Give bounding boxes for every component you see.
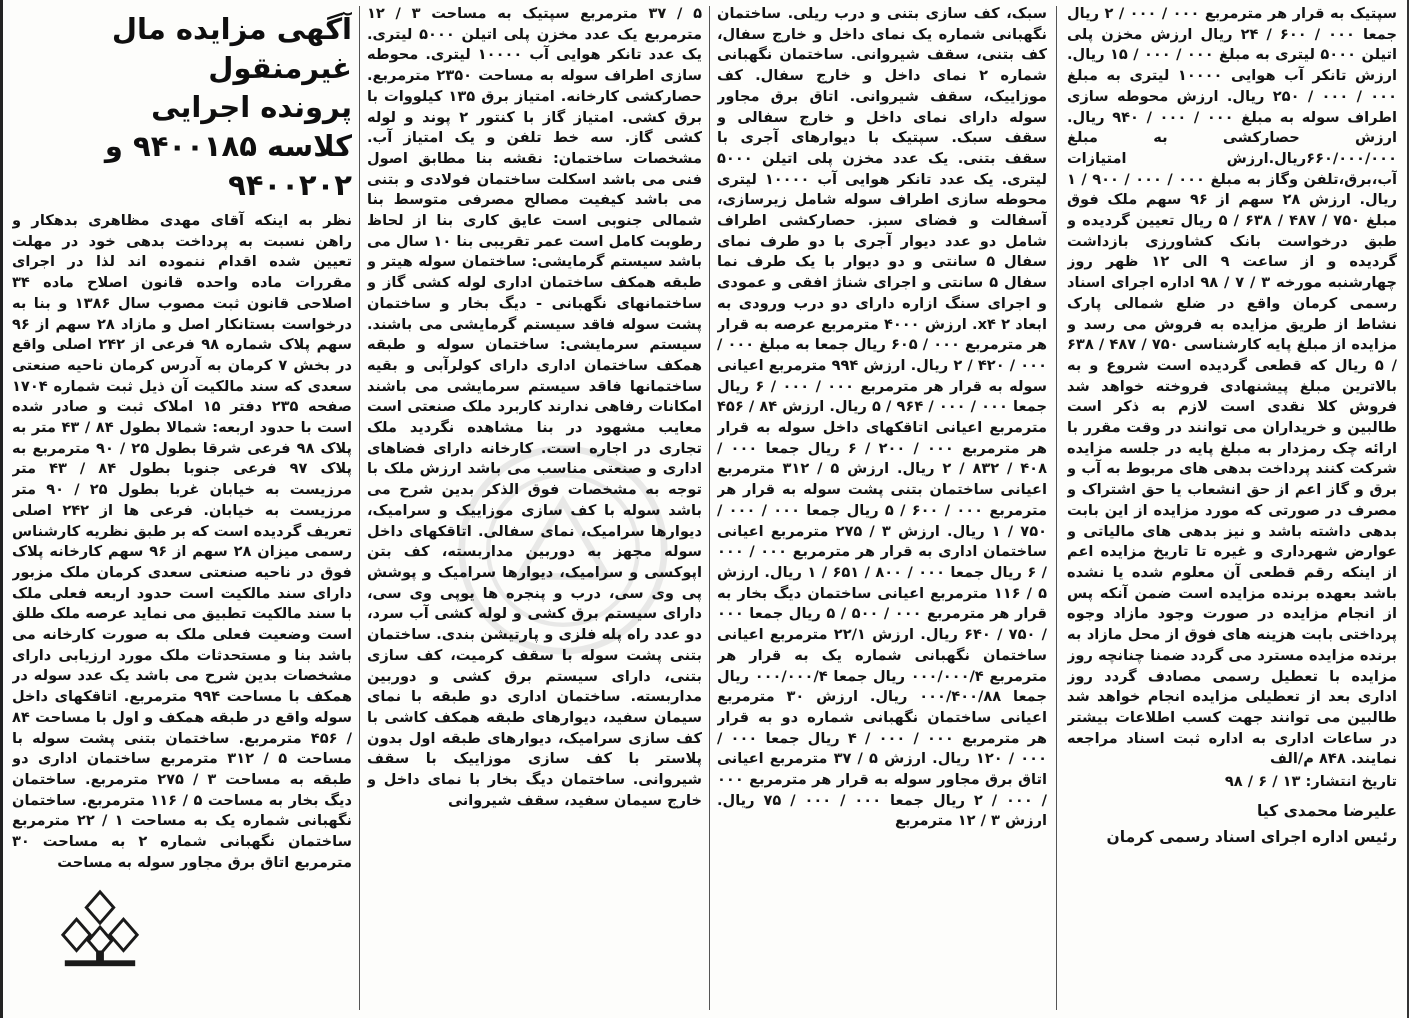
- signatory-name: علیرضا محمدی کیا: [1257, 801, 1397, 820]
- column-divider: [359, 6, 360, 1010]
- notice-heading: [12, 10, 352, 205]
- signature-block: [1067, 772, 1397, 848]
- column-divider: [1056, 6, 1057, 1010]
- signatory-title: رئیس اداره اجرای اسناد رسمی کرمان: [1106, 828, 1397, 847]
- notice-case-number: کلاسه ۹۴۰۰۱۸۵ و ۹۴۰۰۲۰۲: [104, 129, 352, 202]
- notice-title: آگهی مزایده مال غیرمنقول: [111, 12, 352, 85]
- column-1-heading-intro: [12, 4, 352, 1014]
- judiciary-emblem-icon: [41, 886, 159, 974]
- column-4-text: سپتیک به قرار هر مترمربع ۰۰۰ / ۰۰۰ / ۲ ریال جمعا ۰۰۰ / ۶۰۰ / ۲۴ ریال ارزش مخزن پلی اتیلن ۵۰۰۰ لیتری به مبلغ ۰۰۰ / ۰۰۰ / ۱۵ ریال. ارزش تانکر آب هوایی ۱۰۰۰۰ لیتری به مبلغ ۰۰۰ / ۰۰۰ / ۲۵۰ ریال. ارزش محوطه سازی اطراف سوله به مبلغ ۰۰۰ / ۰۰۰ / ۹۴۰ ریال. ارزش حصارکشی به مبلغ ۶۶۰/۰۰۰/۰۰۰ریال.ارزش امتیازات آب،برق،تلفن وگاز به مبلغ ۰۰۰ / ۰۰۰ / ۹۰۰ / ۱ ریال. ارزش ۲۸ سهم از ۹۶ سهم ملک فوق مبلغ ۷۵۰ / ۴۸۷ / ۶۳۸ / ۵ ریال تعیین گردیده و طبق درخواست بانک کشاورزی بازداشت گردیده و از ساعت ۹ الی ۱۲ ظهر روز چهارشنبه مورخه ۳ / ۷ / ۹۸ اداره اجرای اسناد رسمی کرمان واقع در ضلع شمالی پارک نشاط از طریق مزایده به فروش می رسد و مزایده از مبلغ پایه کارشناسی ۷۵۰ / ۴۸۷ / ۶۳۸ / ۵ ریال که قطعی گردیده است شروع و به بالاترین مبلغ پیشنهادی فروخته خواهد شد فروش کلا نقدی است لازم به ذکر است طالبین و خریداران می توانند در وقت مقرر با ارائه چک رمزدار به مبلغ پایه در جلسه مزایده شرکت کنند پرداخت بدهی های مربوط به آب و برق و گاز اعم از حق انشعاب یا حق اشتراک و مصرف در صورتی که مورد مزایده از این بابت بدهی داشته باشد و نیز بدهی های مالیاتی و عوارض شهرداری و غیره تا تاریخ مزایده اعم از اینکه رقم قطعی آن معلوم شده یا نشده باشد بعهده برنده مزایده است ضمن آنکه پس از انجام مزایده در صورت وجود مازاد وجوه پرداختی بابت هزینه های فوق از محل مازاد به برنده مزایده مسترد می گردد ضمنا چنانچه روز مزایده با تعطیل رسمی مصادف گردد روز اداری بعد از تعطیلی مزایده انجام خواهد شد طالبین می توانند جهت کسب اطلاعات بیشتر در ساعات اداری به اداره ثبت اسناد مراجعه نمایند. ۸۴۸ م/الف: [1067, 5, 1397, 768]
- column-1-text: نظر به اینکه آقای مهدی مظاهری بدهکار و راهن نسبت به پرداخت بدهی خود در مهلت تعیین شده اقدام ننموده اند لذا در اجرای مقررات ماده واحده قانون اصلاح ماده ۳۴ اصلاحی قانون ثبت مصوب سال ۱۳۸۶ و بنا به درخواست بستانکار اصل و مازاد ۲۸ سهم از ۹۶ سهم پلاک شماره ۹۸ فرعی از ۲۴۲ اصلی واقع در بخش ۷ کرمان به آدرس کرمان ناحیه صنعتی سعدی که سند مالکیت آن ذیل ثبت شماره ۱۷۰۴ صفحه ۲۳۵ دفتر ۱۵ املاک ثبت و صادر شده است با حدود اربعه: شمالا بطول ۸۴ / ۴۳ متر به پلاک ۹۸ فرعی شرقا بطول ۲۵ / ۹۰ مترمربع به پلاک ۹۷ فرعی جنوبا بطول ۸۴ / ۴۳ متر مرزیست به خیابان غربا بطول ۲۵ / ۹۰ متر مرزیست به خیابان. فرعی ها از ۲۴۲ اصلی تعریف گردیده است که بر طبق نظریه کارشناس رسمی میزان ۲۸ سهم از ۹۶ سهم کارخانه پلاک فوق در ناحیه صنعتی سعدی کرمان ملک مزبور دارای سند مالکیت است حدود اربعه فعلی ملک با سند مالکیت تطبیق می نماید عرصه ملک طلق است وضعیت فعلی ملک به صورت کارخانه می باشد بنا و مستحدثات ملک مورد ارزیابی دارای مشخصات بدین شرح می باشد یک عدد سوله در همکف با مساحت ۹۹۴ مترمربع. اتاقکهای داخل سوله واقع در طبقه همکف و اول با مساحت ۸۴ / ۴۵۶ مترمربع. ساختمان بتنی پشت سوله با مساحت ۵ / ۳۱۲ مترمربع ساختمان اداری دو طبقه به مساحت ۳ / ۲۷۵ مترمربع. ساختمان دیگ بخار به مساحت ۵ / ۱۱۶ مترمربع. ساختمان نگهبانی شماره یک به مساحت ۱ / ۲۲ مترمربع ساختمان نگهبانی شماره ۲ به مساحت ۳۰ مترمربع اتاق برق مجاور سوله به مساحت: [12, 212, 352, 871]
- column-3-text: سبک، کف سازی بتنی و درب ریلی. ساختمان نگهبانی شماره یک نمای داخل و خارج سفال، کف بتنی، سقف شیروانی. ساختمان نگهبانی شماره ۲ نمای داخل و خارج سفال. کف موزاییک، سقف شیروانی. اتاق برق مجاور سوله دارای نمای داخل و خارج سفالی و سقف سبک. سپتیک با دیوارهای آجری با سقف بتنی. یک عدد مخزن پلی اتیلن ۵۰۰۰ لیتری. یک عدد تانکر هوایی آب ۱۰۰۰۰ لیتری محوطه سازی اطراف سوله شامل زیرسازی، آسفالت و فضای سبز. حصارکشی اطراف شامل دو عدد دیوار آجری با دو طرف نمای سفال ۵ سانتی و دو دیوار با یک طرف نما سفال ۵ سانتی و اجرای شناژ افقی و عمودی و اجرای سنگ ازاره دارای دو درب ورودی به ابعاد ۲ x۴. ارزش ۴۰۰۰ مترمربع عرصه به قرار هر مترمربع ۰۰۰ / ۶۰۵ ریال جمعا به مبلغ ۰۰۰ / ۰۰۰ / ۴۲۰ / ۲ ریال. ارزش ۹۹۴ مترمربع اعیانی سوله به قرار هر مترمربع ۰۰۰ / ۰۰۰ / ۶ ریال جمعا ۰۰۰ / ۰۰۰ / ۹۶۴ / ۵ ریال. ارزش ۸۴ / ۴۵۶ مترمربع اعیانی اتاقکهای داخل سوله به قرار هر مترمربع ۰۰۰ / ۲۰۰ / ۶ ریال جمعا ۰۰۰ / ۴۰۸ / ۸۳۲ / ۲ ریال. ارزش ۵ / ۳۱۲ مترمربع اعیانی ساختمان بتنی پشت سوله به قرار هر مترمربع ۰۰۰ / ۶۰۰ / ۵ ریال جمعا ۰۰۰ / ۰۰۰ / ۷۵۰ / ۱ ریال. ارزش ۳ / ۲۷۵ مترمربع اعیانی ساختمان اداری به قرار هر مترمربع ۰۰۰ / ۰۰۰ / ۶ ریال جمعا ۰۰۰ / ۸۰۰ / ۶۵۱ / ۱ ریال. ارزش ۵ / ۱۱۶ مترمربع اعیانی ساختمان دیگ بخار به قرار هر مترمربع ۰۰۰ / ۵۰۰ / ۵ ریال جمعا ۰۰۰ / ۷۵۰ / ۶۴۰ ریال. ارزش ۲۲/۱ مترمربع اعیانی ساختمان نگهبانی شماره یک به قرار هر مترمربع ۰۰۰/۰۰۰/۴ ریال جمعا ۰۰۰/۰۰۰/۴ ریال جمعا ۰۰۰/۴۰۰/۸۸ ریال. ارزش ۳۰ مترمربع اعیانی ساختمان نگهبانی شماره دو به قرار هر مترمربع ۰۰۰ / ۰۰۰ / ۴ ریال جمعا ۰۰۰ / ۰۰۰ / ۱۲۰ ریال. ارزش ۵ / ۳۷ مترمربع اعیانی اتاق برق مجاور سوله به قرار هر مترمربع ۰۰۰ / ۰۰۰ / ۲ ریال جمعا ۰۰۰ / ۰۰۰ / ۷۵ ریال. ارزش ۳ / ۱۲ مترمربع: [717, 5, 1047, 830]
- notice-case-label: پرونده اجرایی: [151, 90, 352, 124]
- column-2-text: ۵ / ۳۷ مترمربع سپتیک به مساحت ۳ / ۱۲ مترمربع یک عدد مخزن پلی اتیلن ۵۰۰۰ لیتری. یک عدد تانکر هوایی آب ۱۰۰۰۰ لیتری. محوطه سازی اطراف سوله به مساحت ۲۳۵۰ مترمربع. حصارکشی کارخانه. امتیاز برق ۱۳۵ کیلووات با برق کشی. امتیاز گاز با کنتور ۲ پوند و لوله کشی گاز. سه خط تلفن و یک امتیاز آب. مشخصات ساختمان: نقشه بنا مطابق اصول فنی می باشد اسکلت ساختمان فولادی و بتنی می باشد کیفیت مصالح مصرفی متوسط بنا شمالی جنوبی است عایق کاری بنا از لحاظ رطوبت کامل است عمر تقریبی بنا ۱۰ سال می باشد سیستم گرمایشی: ساختمان سوله هیتر و طبقه همکف ساختمان اداری لوله کشی گاز و ساختمانهای نگهبانی - دیگ بخار و ساختمان پشت سوله فاقد سیستم گرمایشی می باشند. سیستم سرمایشی: ساختمان سوله و طبقه همکف ساختمان اداری دارای کولرآبی و بقیه ساختمانها فاقد سیستم سرمایشی می باشند امکانات رفاهی ندارند کاربرد ملک صنعتی است معایب مشهود در بنا مشاهده نگردید ملک تجاری در اجاره است. کارخانه دارای فضاهای اداری و صنعتی مناسب می باشد ارزش ملک با توجه به مشخصات فوق الذکر بدین شرح می باشد سوله با کف سازی موزاییک و سرامیک، دیوارها سرامیک، نمای سفالی. اتاقکهای داخل سوله مجهز به دوربین مداربسته، کف بتن اپوکسی و سرامیک، دیوارها سرامیک و پوشش پی وی سی، درب و پنجره ها یوپی وی سی، دارای سیستم برق کشی و لوله کشی آب سرد، دو عدد راه پله فلزی و پارتیشن بندی. ساختمان بتنی پشت سوله با سقف کرمیت، کف سازی بتنی، دارای سیستم برق کشی و دوربین مداربسته. ساختمان اداری دو طبقه با نمای سیمان سفید، دیوارهای طبقه همکف کاشی با کف سازی سرامیک، دیوارهای طبقه اول بدون پلاستر با کف سازی موزاییک با سقف شیروانی. ساختمان دیگ بخار با نمای داخل و خارج سیمان سفید، سقف شیروانی: [367, 5, 702, 809]
- publish-date: تاریخ انتشار: ۱۳ / ۶ / ۹۸: [1224, 773, 1397, 791]
- column-divider: [709, 6, 710, 1010]
- column-2: [367, 4, 702, 1014]
- column-4-closing: [1067, 4, 1397, 1014]
- column-3: [717, 4, 1047, 1014]
